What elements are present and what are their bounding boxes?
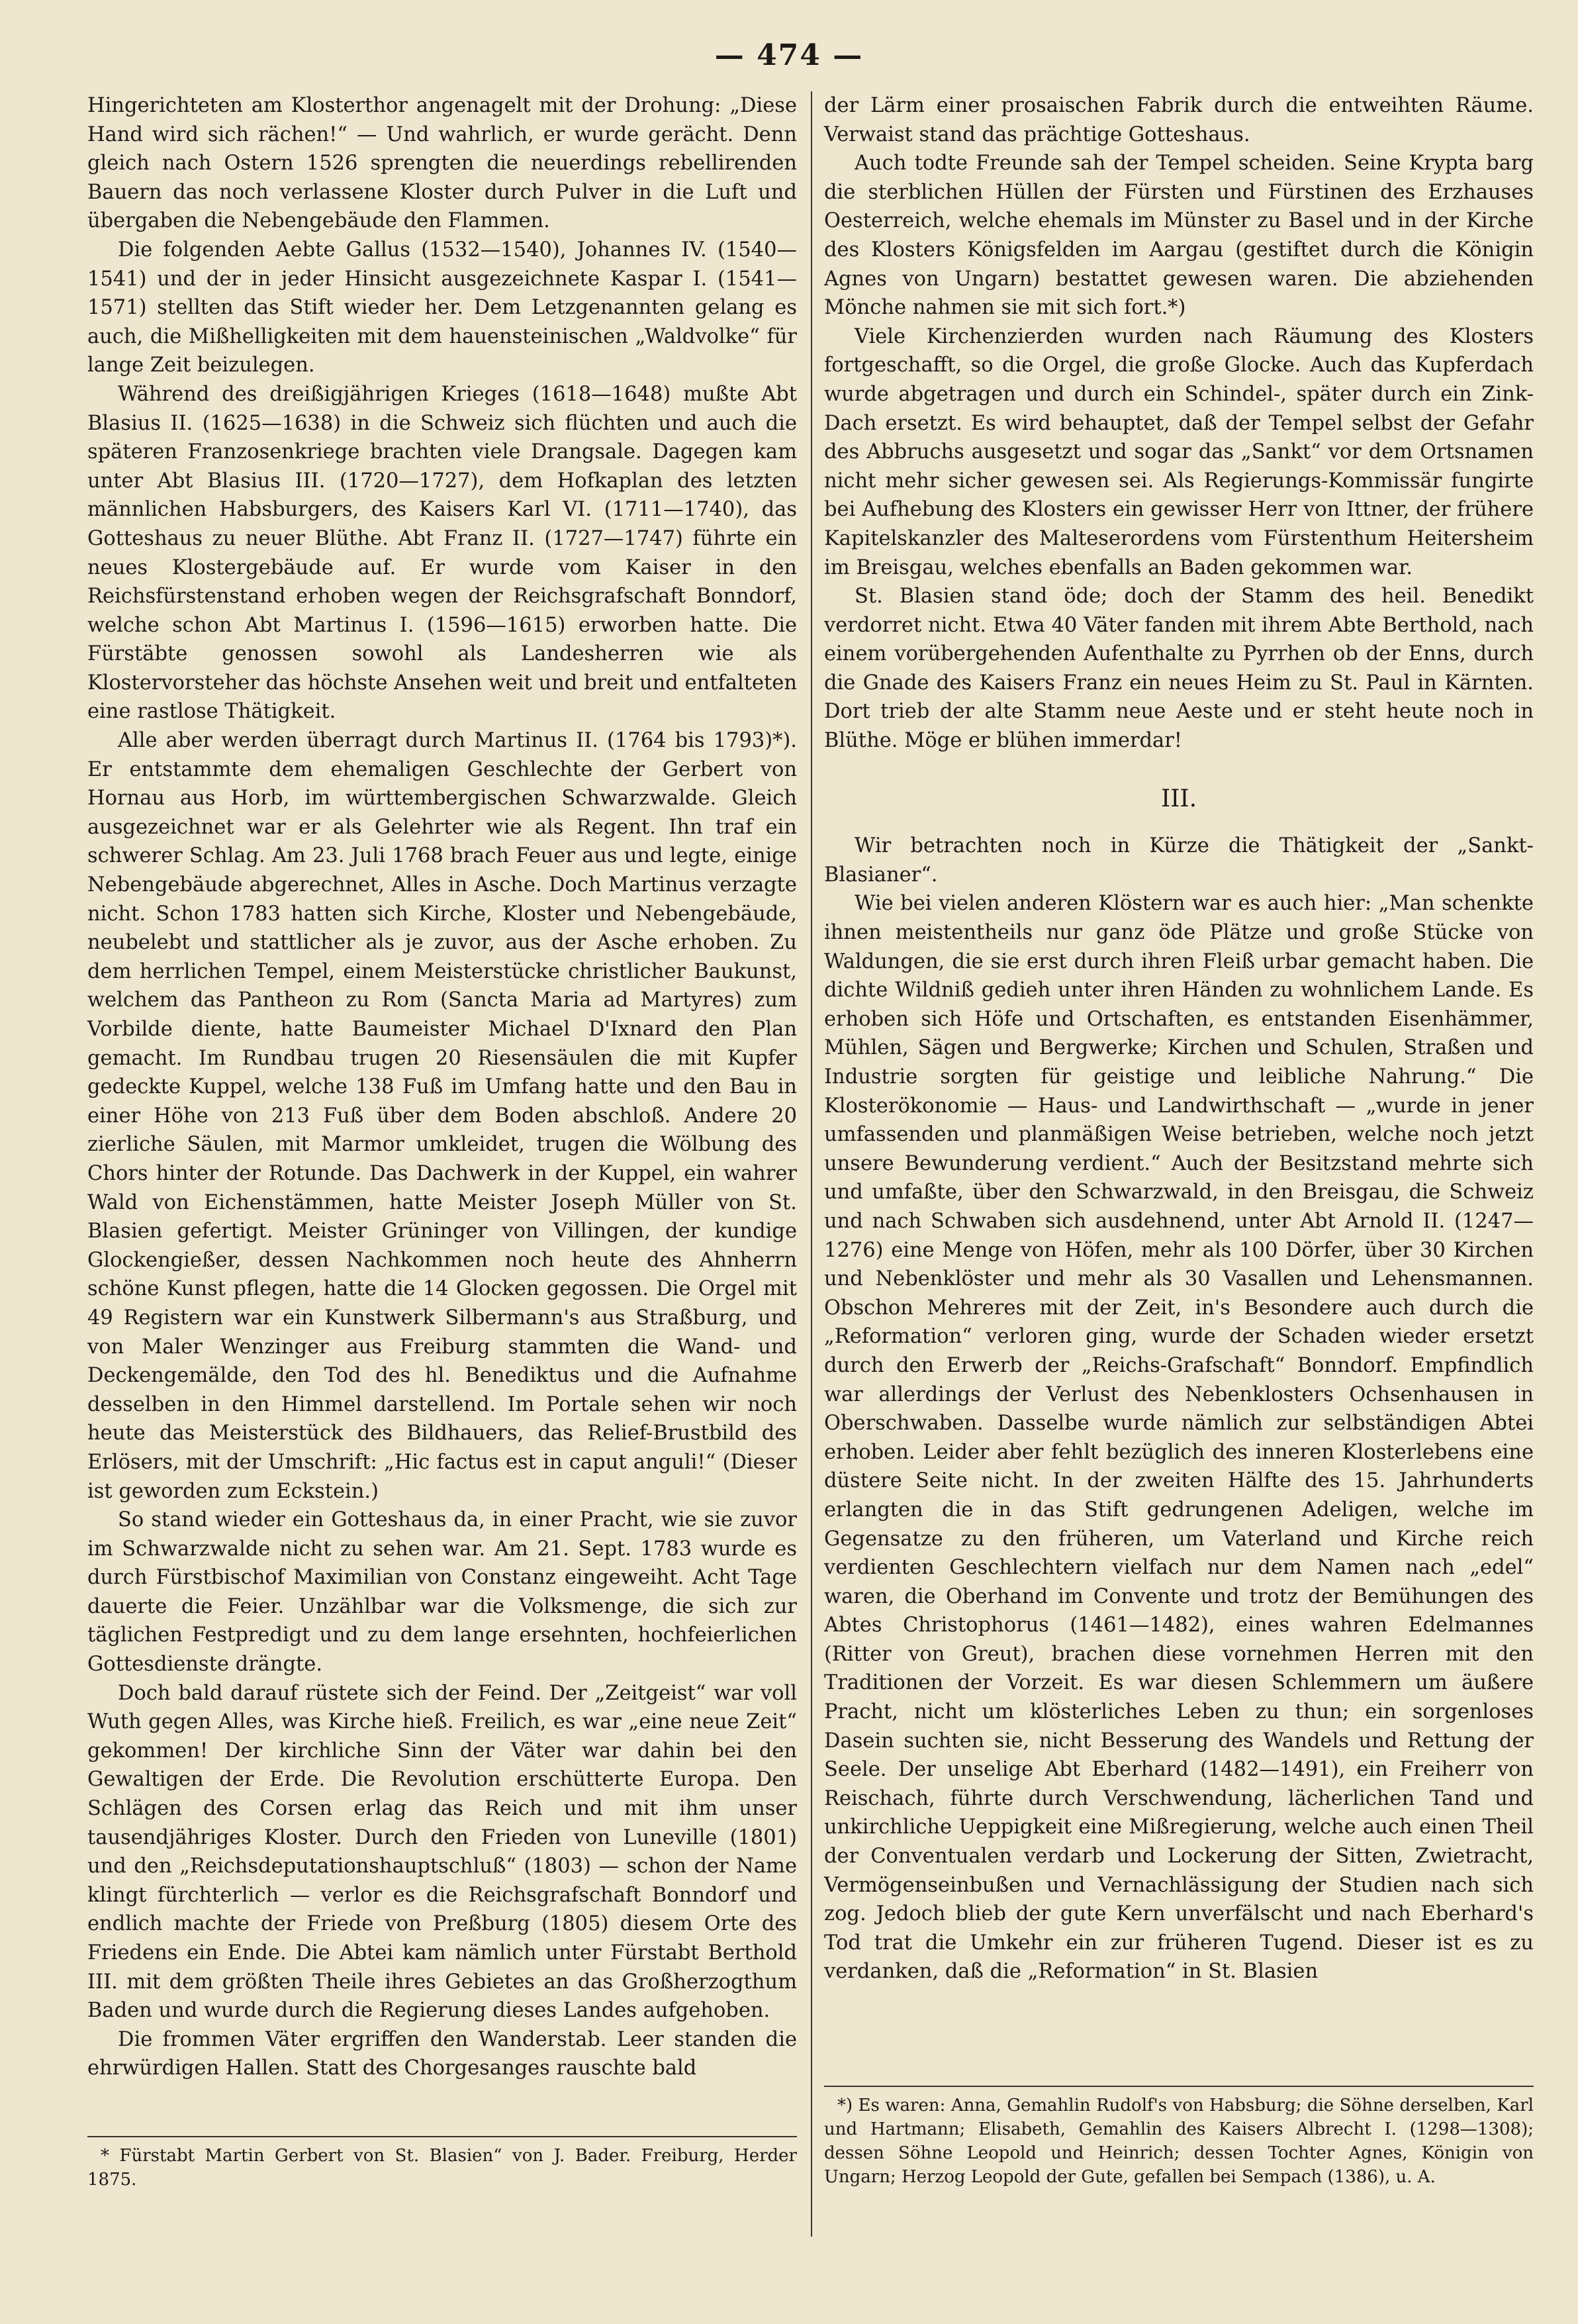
footnote-right [824, 2094, 1534, 2189]
page-number: — 474 — [714, 38, 864, 72]
paragraph: St. Blasien stand öde; doch der Stamm des heil. Benedikt verdorret nicht. Etwa 40 Väter fanden mit ihrem Abte Berthold, nach einem vorübergehenden Aufenthalte zu Pyrrhen ob der Enns, durch die Gnade des Kaisers Franz ein neues Heim zu St. Paul in Kärnten. Dort trieb der alte Stamm neue Aeste und er steht heute noch in Blüthe. Möge er blühen immerdar! [824, 585, 1534, 753]
paragraph: der Lärm einer prosaischen Fabrik durch die entweihten Räume. Verwaist stand das prächtige Gotteshaus. [824, 94, 1534, 146]
paragraph: Alle aber werden überragt durch Martinus II. (1764 bis 1793)*). Er entstammte dem ehemaligen Geschlechte der Gerbert von Hornau aus Horb, im württembergischen Schwarzwalde. Gleich ausgezeichnet war er als Gelehrter wie als Regent. Ihn traf ein schwerer Schlag. Am 23. Juli 1768 brach Feuer aus und legte, einige Nebengebäude abgerechnet, Alles in Asche. Doch Martinus verzagte nicht. Schon 1783 hatten sich Kirche, Kloster und Nebengebäude, neubelebt und stattlicher als je zuvor, aus der Asche erhoben. Zu dem herrlichen Tempel, einem Meisterstücke christlicher Baukunst, welchem das Pantheon zu Rom (Sancta Maria ad Martyres) zum Vorbilde diente, hatte Baumeister Michael D'Ixnard den Plan gemacht. Im Rundbau trugen 20 Riesensäulen die mit Kupfer gedeckte Kuppel, welche 138 Fuß im Umfang hatte und den Bau in einer Höhe von 213 Fuß über dem Boden abschloß. Andere 20 zierliche Säulen, mit Marmor umkleidet, trugen die Wölbung des Chors hinter der Rotunde. Das Dachwerk in der Kuppel, ein wahrer Wald von Eichenstämmen, hatte Meister Joseph Müller von St. Blasien gefertigt. Meister Grüninger von Villingen, der kundige Glockengießer, dessen Nachkommen noch heute des Ahnherrn schöne Kunst pflegen, hatte die 14 Glocken gegossen. Die Orgel mit 49 Registern war ein Kunstwerk Silbermann's aus Straßburg, und von Maler Wenzinger aus Freiburg stammten die Wand- und Deckengemälde, den Tod des hl. Benediktus und die Aufnahme desselben in den Himmel darstellend. Im Portale sehen wir noch heute das Meisterstück des Bildhauers, das Relief-Brustbild des Erlösers, mit der Umschrift: „Hic factus est in caput anguli!“ (Dieser ist geworden zum Eckstein.) [87, 729, 797, 1503]
footnote-text: *) Es waren: Anna, Gemahlin Rudolf's von Habsburg; die Söhne derselben, Karl und Hartmann; Elisabeth, Gemahlin des Kaisers Albrecht I. (1298—1308); dessen Söhne Leopold und Heinrich; dessen Tochter Agnes, Königin von Ungarn; Herzog Leopold der Gute, gefallen bei Sempach (1386), u. A. [824, 2096, 1534, 2187]
paragraph: So stand wieder ein Gotteshaus da, in einer Pracht, wie sie zuvor im Schwarzwalde nicht zu sehen war. Am 21. Sept. 1783 wurde es durch Fürstbischof Maximilian von Constanz eingeweiht. Acht Tage dauerte die Feier. Unzählbar war die Volksmenge, die sich zur täglichen Festpredigt und zu dem lange ersehnten, hochfeierlichen Gottesdienste drängte. [87, 1508, 797, 1676]
footnote-text: * Fürstabt Martin Gerbert von St. Blasien“ von J. Bader. Freiburg, Herder 1875. [87, 2146, 797, 2190]
footnote-rule [824, 2086, 1534, 2087]
paragraph: Doch bald darauf rüstete sich der Feind. Der „Zeitgeist“ war voll Wuth gegen Alles, was Kirche hieß. Freilich, es war „eine neue Zeit“ gekommen! Der kirchliche Sinn der Väter war dahin bei den Gewaltigen der Erde. Die Revolution erschütterte Europa. Den Schlägen des Corsen erlag das Reich und mit ihm unser tausendjähriges Kloster. Durch den Frieden von Luneville (1801) und den „Reichsdeputationshauptschluß“ (1803) — schon der Name klingt fürchterlich — verlor es die Reichsgrafschaft Bonndorf und endlich machte der Friede von Preßburg (1805) diesem Orte des Friedens ein Ende. Die Abtei kam nämlich unter Fürstabt Berthold III. mit dem größten Theile ihres Gebietes an das Großherzogthum Baden und wurde durch die Regierung dieses Landes aufgehoben. [87, 1681, 797, 2023]
paragraph: Wie bei vielen anderen Klöstern war es auch hier: „Man schenkte ihnen meistentheils nur ganz öde Plätze und große Stücke von Waldungen, die sie erst durch ihren Fleiß urbar gemacht haben. Die dichte Wildniß gedieh unter ihren Händen zu wohnlichem Lande. Es erhoben sich Höfe und Ortschaften, es entstanden Eisenhämmer, Mühlen, Sägen und Bergwerke; Kirchen und Schulen, Straßen und Industrie sorgten für geistige und leibliche Nahrung.“ Die Klosterökonomie — Haus- und Landwirthschaft — „wurde in jener umfassenden und planmäßigen Weise betrieben, welche noch jetzt unsere Bewunderung verdient.“ Auch der Besitzstand mehrte sich und umfaßte, über den Schwarzwald, in den Breisgau, die Schweiz und nach Schwaben sich ausdehnend, unter Abt Arnold II. (1247—1276) eine Menge von Höfen, mehr als 100 Dörfer, über 30 Kirchen und Nebenklöster und mehr als 30 Vasallen und Lehensmannen. Obschon Mehreres mit der Zeit, in's Besondere auch durch die „Reformation“ verloren ging, wurde der Schaden wieder ersetzt durch den Erwerb der „Reichs-Grafschaft“ Bonndorf. Empfindlich war allerdings der Verlust des Nebenklosters Ochsenhausen in Oberschwaben. Dasselbe wurde nämlich zur selbständigen Abtei erhoben. Leider aber fehlt bezüglich des inneren Klosterlebens eine düstere Seite nicht. In der zweiten Hälfte des 15. Jahrhunderts erlangten die in das Stift gedrungenen Adeligen, welche im Gegensatze zu den früheren, um Vaterland und Kirche reich verdienten Geschlechtern vielfach nur dem Namen nach „edel“ waren, die Oberhand im Convente und trotz der Bemühungen des Abtes Christophorus (1461—1482), eines wahren Edelmannes (Ritter von Greut), brachen diese vornehmen Herren mit den Traditionen der Vorzeit. Es war diesen Schlemmern um äußere Pracht, nicht um klösterliches Leben zu thun; ein sorgenloses Dasein suchten sie, nicht Besserung des Wandels und Rettung der Seele. Der unselige Abt Eberhard (1482—1491), ein Freiherr von Reischach, führte durch Verschwendung, lächerlichen Tand und unkirchliche Ueppigkeit eine Mißregierung, welche auch einen Theil der Conventualen verdarb und Lockerung der Sitten, Zwietracht, Vermögenseinbußen und Vernachlässigung der Studien nach sich zog. Jedoch blieb der gute Kern unverfälscht und nach Eberhard's Tod trat die Umkehr ein zur früheren Tugend. Dieser ist es zu verdanken, daß die „Reformation“ in St. Blasien [824, 892, 1534, 1984]
left-column [87, 91, 797, 2083]
column-divider [811, 91, 812, 2237]
paragraph: Auch todte Freunde sah der Tempel scheiden. Seine Krypta barg die sterblichen Hüllen der Fürsten und Fürstinen des Erzhauses Oesterreich, welche ehemals im Münster zu Basel und in der Kirche des Klosters Königsfelden im Aargau (gestiftet durch die Königin Agnes von Ungarn) bestattet gewesen waren. Die abziehenden Mönche nahmen sie mit sich fort.*) [824, 152, 1534, 320]
footnote-left [87, 2144, 797, 2192]
paragraph: Die folgenden Aebte Gallus (1532—1540), Johannes IV. (1540—1541) und der in jeder Hinsicht ausgezeichnete Kaspar I. (1541—1571) stellten das Stift wieder her. Dem Letzgenannten gelang es auch, die Mißhelligkeiten mit dem hauensteinischen „Waldvolke“ für lange Zeit beizulegen. [87, 238, 797, 377]
section-heading: III. [1160, 785, 1197, 812]
paragraph: Viele Kirchenzierden wurden nach Räumung des Klosters fortgeschafft, so die Orgel, die große Glocke. Auch das Kupferdach wurde abgetragen und durch ein Schindel-, später durch ein Zink-Dach ersetzt. Es wird behauptet, daß der Tempel selbst der Gefahr des Abbruchs ausgesetzt und sogar das „Sankt“ vor dem Ortsnamen nicht mehr sicher gewesen sei. Als Regierungs-Kommissär fungirte bei Aufhebung des Klosters ein gewisser Herr von Ittner, der frühere Kapitelskanzler des Malteserordens vom Fürstenthum Heitersheim im Breisgau, welches ebenfalls an Baden gekommen war. [824, 324, 1534, 579]
paragraph: Die frommen Väter ergriffen den Wanderstab. Leer standen die ehrwürdigen Hallen. Statt des Chorgesanges rauschte bald [87, 2027, 797, 2080]
footnote-rule [87, 2136, 797, 2137]
right-column [824, 91, 1534, 1986]
paragraph: Hingerichteten am Klosterthor angenagelt mit der Drohung: „Diese Hand wird sich rächen!“ — Und wahrlich, er wurde gerächt. Denn gleich nach Ostern 1526 sprengten die neuerdings rebellirenden Bauern das noch verlassene Kloster durch Pulver in die Luft und übergaben die Nebengebäude den Flammen. [87, 94, 797, 233]
paragraph: Während des dreißigjährigen Krieges (1618—1648) mußte Abt Blasius II. (1625—1638) in die Schweiz sich flüchten und auch die späteren Franzosenkriege brachten viele Drangsale. Dagegen kam unter Abt Blasius III. (1720—1727), dem Hofkaplan des letzten männlichen Habsburgers, des Kaisers Karl VI. (1711—1740), das Gotteshaus zu neuer Blüthe. Abt Franz II. (1727—1747) führte ein neues Klostergebäude auf. Er wurde vom Kaiser in den Reichsfürstenstand erhoben wegen der Reichsgrafschaft Bonndorf, welche schon Abt Martinus I. (1596—1615) erworben hatte. Die Fürstäbte genossen sowohl als Landesherren wie als Klostervorsteher das höchste Ansehen weit und breit und entfalteten eine rastlose Thätigkeit. [87, 382, 797, 724]
paragraph: Wir betrachten noch in Kürze die Thätigkeit der „Sankt-Blasianer“. [824, 834, 1534, 887]
